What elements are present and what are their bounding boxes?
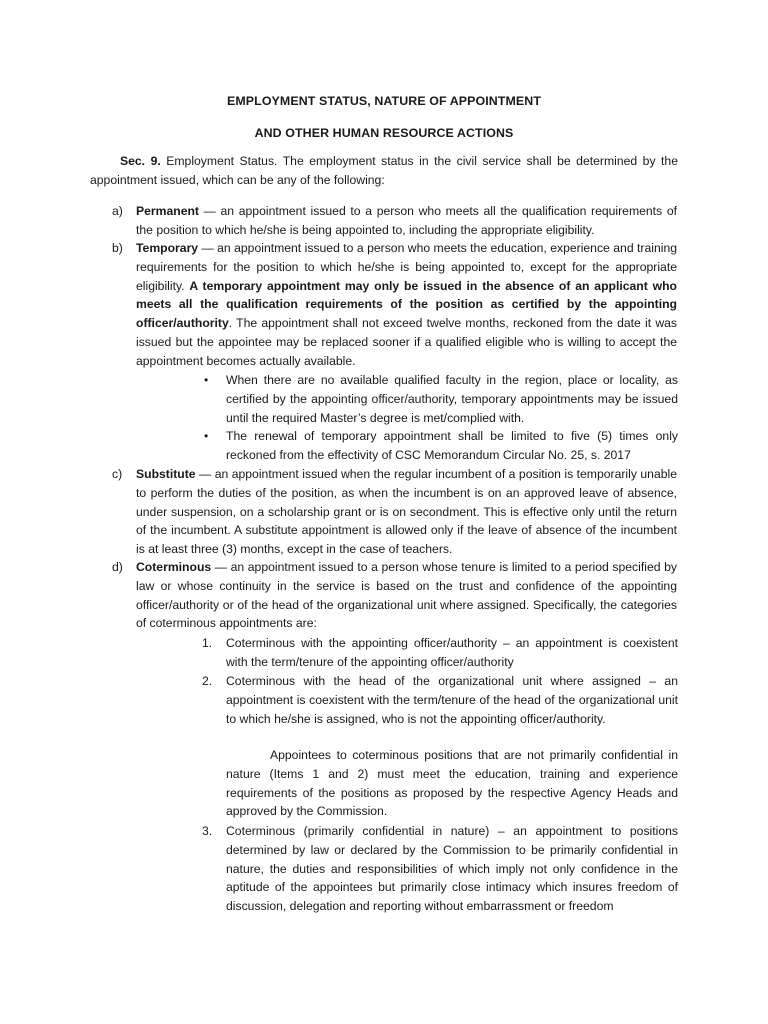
- list-item-body: [136, 202, 677, 240]
- bullet-icon: •: [204, 373, 209, 387]
- list-marker-c: c): [112, 467, 123, 481]
- list-item-body: [136, 239, 677, 371]
- definition-text: — an appointment issued to a person who meets all the qualification requirements of the position to which he/she is being appointed to, including the appropriate eligibility.: [136, 204, 677, 237]
- bullet-item: [204, 371, 678, 427]
- definition-text-cont: . The appointment shall not exceed twelve months, reckoned from the date it was issued but the appointee may be replaced sooner if a qualified eligible who is willing to accept the appointment becomes actually available.: [136, 316, 677, 368]
- definition-text: — an appointment issued to a person whose tenure is limited to a period specified by law or whose continuity in the service is based on the trust and confidence of the appointing officer/authority or of the head of the organizational unit where assigned. Specifically, the categories of coterminous appointments are:: [136, 560, 677, 631]
- definition-text: — an appointment issued when the regular incumbent of a position is temporarily unable to perform the duties of the position, as when the incumbent is on an approved leave of absence, under suspension, on a scholarship grant or is on secondment. This is effective only until the return of the incumbent. A substitute appointment is allowed only if the leave of absence of the incumbent is at least three (3) months, except in the case of teachers.: [136, 467, 677, 557]
- list-marker-a: a): [112, 204, 123, 218]
- list-item-body: [136, 558, 677, 633]
- list-marker-d: d): [112, 560, 123, 574]
- term-coterminous: Coterminous: [136, 560, 212, 574]
- section-number: Sec. 9.: [120, 154, 161, 168]
- numbered-item-text: Coterminous with the appointing officer/authority – an appointment is coexistent with the term/tenure of the appointing officer/authority: [226, 636, 678, 669]
- emphasis-text: A temporary appointment may only be issued in the absence of an applicant who meets all the qualification requirements of the position as certified by the appointing officer/authority: [136, 278, 677, 331]
- numbered-item: [202, 822, 678, 916]
- numbered-item: [202, 634, 678, 672]
- term-substitute: Substitute: [136, 467, 196, 481]
- bullet-item: [204, 427, 678, 465]
- numbered-item-text: Coterminous with the head of the organizational unit where assigned – an appointment is coexistent with the term/tenure of the head of the organizational unit to which he/she is assigned, who is not the appointing officer/authority.: [226, 674, 678, 726]
- bullet-text: When there are no available qualified faculty in the region, place or locality, as certified by the appointing officer/authority, temporary appointments may be issued until the required Master’s degree is met/complied with.: [226, 373, 678, 425]
- item-number: 3.: [202, 824, 213, 838]
- section-intro-paragraph: [90, 152, 678, 190]
- document-title-line-1: EMPLOYMENT STATUS, NATURE OF APPOINTMENT: [227, 94, 541, 108]
- section-intro-text: Employment Status. The employment status in the civil service shall be determined by the appointment issued, which can be any of the following:: [90, 154, 678, 187]
- item-number: 2.: [202, 674, 213, 688]
- coterminous-note-paragraph: Appointees to coterminous positions that are not primarily confidential in nature (Items 1 and 2) must meet the education, training and experience requirements of the positions as proposed by the respective Agency Heads and approved by the Commission.: [226, 748, 678, 819]
- bullet-icon: •: [204, 429, 209, 443]
- numbered-item-text: Coterminous (primarily confidential in nature) – an appointment to positions determined by law or declared by the Commission to be primarily confidential in nature, the duties and responsibilities of which imply not only confidence in the aptitude of the appointees but primarily close intimacy which insures freedom of discussion, delegation and reporting without embarrassment or freedom: [226, 824, 678, 914]
- term-temporary: Temporary: [136, 241, 199, 255]
- numbered-item: [202, 672, 678, 728]
- term-permanent: Permanent: [136, 204, 199, 218]
- definition-text: — an appointment issued to a person who meets the education, experience and training requirements for the position to which he/she is being appointed to, except for the appropriate eligibility.: [136, 241, 677, 293]
- bullet-text: The renewal of temporary appointment shall be limited to five (5) times only reckoned from the effectivity of CSC Memorandum Circular No. 25, s. 2017: [226, 429, 678, 462]
- list-item-body: [136, 465, 677, 559]
- list-marker-b: b): [112, 241, 123, 255]
- document-title-line-2: AND OTHER HUMAN RESOURCE ACTIONS: [254, 126, 514, 140]
- item-number: 1.: [202, 636, 213, 650]
